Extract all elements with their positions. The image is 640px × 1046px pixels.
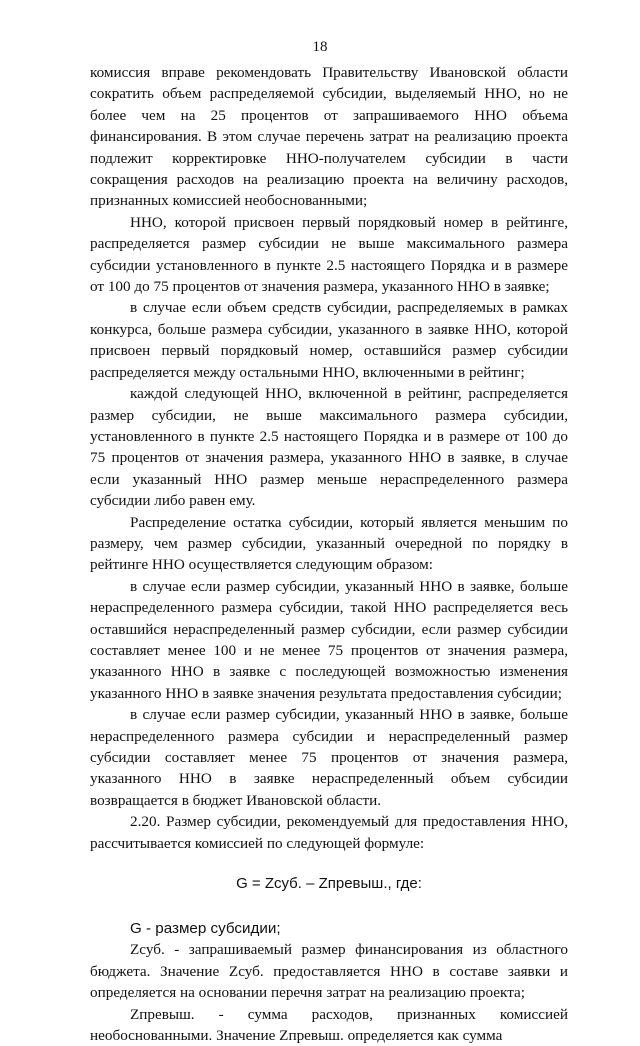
paragraph-case-return-to-budget: в случае если размер субсидии, указанный ННО в заявке, больше нераспределенного размера субсидии и нераспределенный размер субсидии составляет менее 75 процентов от значения размера, указанного ННО в заявке нераспределенный объем субсидии возвращается в бюджет Ивановской области. — [90, 706, 568, 809]
paragraph-each-next-nno: каждой следующей ННО, включенной в рейтинг, распределяется размер субсидии, не выше максимального размера субсидии, установленного в пункте 2.5 настоящего Порядка и в размере от 100 до 75 процентов от значения размера, указанного ННО в заявке, в случае если указанный ННО размер меньше нераспределенного размера субсидии либо равен ему. — [90, 385, 568, 510]
paragraph-case-remaining-full: в случае если размер субсидии, указанный ННО в заявке, больше нераспределенного размера субсидии, такой ННО распределяется весь оставшийся нераспределенный размер субсидии, если размер субсидии составляет менее 100 и не менее 75 процентов от значения размера, указанного ННО в заявке с последующей возможностью изменения указанного ННО в заявке значения результата предоставления субсидии; — [90, 577, 568, 702]
definition-zsub: Zсуб. - запрашиваемый размер финансирования из областного бюджета. Значение Zсуб. предоставляется ННО в составе заявки и определяется на основании перечня затрат на реализацию проекта; — [90, 941, 568, 1002]
page-number: 18 — [312, 39, 328, 55]
paragraph-remaining-distribution: в случае если объем средств субсидии, распределяемых в рамках конкурса, больше размера субсидии, указанного в заявке ННО, которой присвоен первый порядковый номер, оставшийся размер субсидии распределяется между остальными ННО, включенными в рейтинг; — [90, 299, 568, 381]
paragraph-commission-may-reduce: комиссия вправе рекомендовать Правительству Ивановской области сократить объем распределяемой субсидии, выделяемый ННО, но не более чем на 25 процентов от запрашиваемого ННО объема финансирования. В этом случае перечень затрат на реализацию проекта подлежит корректировке ННО-получателем субсидии в части сокращения расходов на реализацию проекта на величину расходов, признанных комиссией необоснованными; — [90, 64, 568, 210]
definition-zprevysh: Zпревыш. - сумма расходов, признанных комиссией необоснованными. Значение Zпревыш. определяется как сумма — [90, 1005, 568, 1045]
paragraph-remainder-distribution: Распределение остатка субсидии, который является меньшим по размеру, чем размер субсидии, указанный очередной по порядку в рейтинге ННО осуществляется следующим образом: — [90, 513, 568, 574]
document-body — [90, 62, 568, 1046]
paragraph-formula-intro: 2.20. Размер субсидии, рекомендуемый для предоставления ННО, рассчитывается комиссией по следующей формуле: — [90, 813, 568, 852]
subsidy-formula: G = Zсуб. – Zпревыш., где: — [236, 875, 422, 893]
paragraph-first-rank-subsidy: ННО, которой присвоен первый порядковый номер в рейтинге, распределяется размер субсидии не выше максимального размера субсидии установленного в пункте 2.5 настоящего Порядка и в размере от 100 до 75 процентов от значения размера, указанного ННО в заявке; — [90, 213, 568, 296]
definition-g: G - размер субсидии; — [130, 920, 281, 938]
